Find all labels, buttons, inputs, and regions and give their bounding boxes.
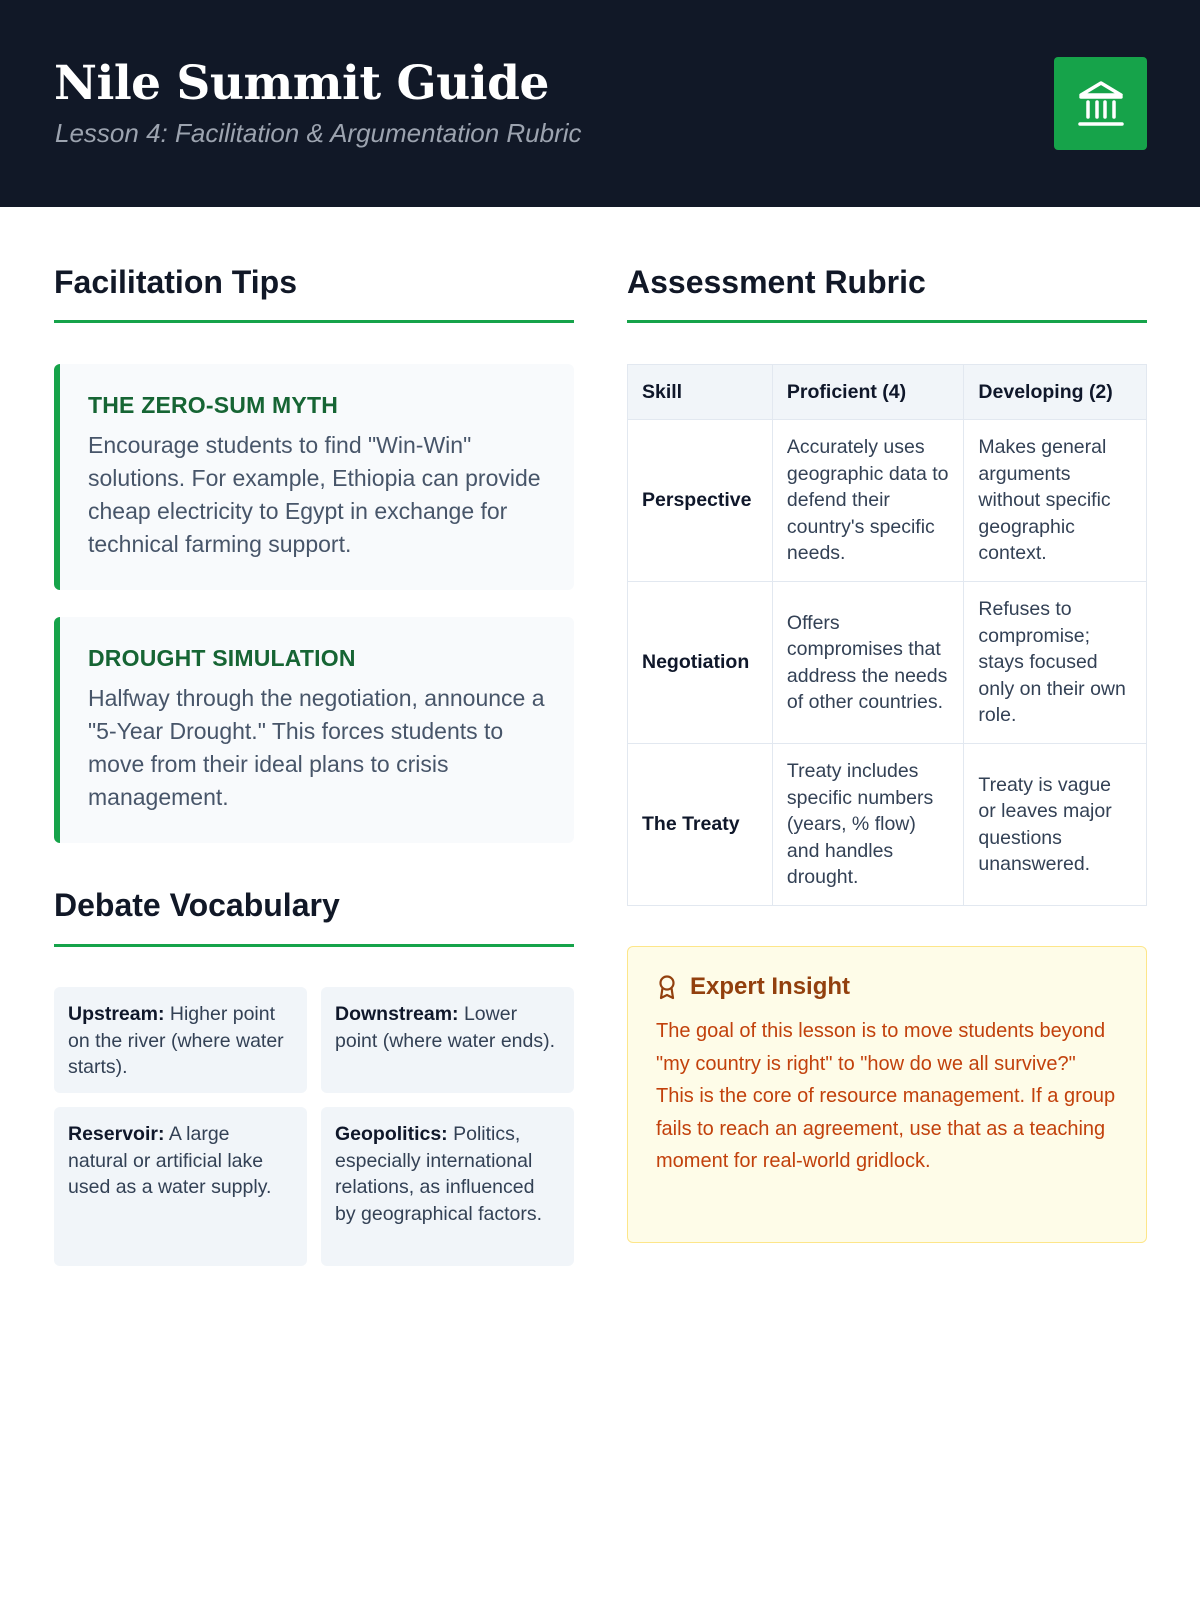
- landmark-icon: [1077, 79, 1125, 129]
- skill-cell: Negotiation: [628, 582, 773, 744]
- vocab-term: Geopolitics:: [335, 1123, 448, 1145]
- vocab-term: Downstream:: [335, 1003, 459, 1025]
- table-row: [628, 744, 1147, 906]
- proficient-cell: Accurately uses geographic data to defend their country's specific needs.: [772, 420, 964, 582]
- skill-cell: Perspective: [628, 420, 773, 582]
- debate-vocabulary-heading: Debate Vocabulary: [54, 887, 340, 923]
- vocab-term: Upstream:: [68, 1003, 165, 1025]
- developing-cell: Makes general arguments without specific geographic context.: [964, 420, 1147, 582]
- column-header-proficient: Proficient (4): [772, 365, 964, 420]
- page-title: Nile Summit Guide: [54, 56, 549, 111]
- table-row: [628, 420, 1147, 582]
- tip-card-drought: [54, 617, 574, 843]
- insight-title: Expert Insight: [690, 973, 851, 1000]
- table-row: [628, 582, 1147, 744]
- tip-body: Encourage students to find "Win-Win" solutions. For example, Ethiopia can provide cheap electricity to Egypt in exchange for technical farming support.: [88, 432, 541, 557]
- column-header-developing: Developing (2): [964, 365, 1147, 420]
- page-subtitle: Lesson 4: Facilitation & Argumentation Rubric: [55, 118, 582, 148]
- award-icon: [656, 974, 678, 1000]
- vocab-card-geopolitics: [321, 1107, 574, 1266]
- facilitation-tips-heading: Facilitation Tips: [54, 264, 297, 300]
- landmark-logo: [1054, 57, 1147, 150]
- proficient-cell: Treaty includes specific numbers (years, % flow) and handles drought.: [772, 744, 964, 906]
- insight-body: The goal of this lesson is to move students beyond "my country is right" to "how do we all survive?" This is the core of resource management. If a group fails to reach an agreement, use that as a teaching moment for real-world gridlock.: [656, 1020, 1116, 1172]
- tip-card-zero-sum: [54, 364, 574, 590]
- vocab-card-upstream: [54, 987, 307, 1093]
- section-divider: [627, 320, 1147, 323]
- skill-cell: The Treaty: [628, 744, 773, 906]
- table-header-row: [628, 365, 1147, 420]
- vocab-definition: A large natural or artificial lake used as a water supply.: [68, 1123, 272, 1198]
- expert-insight-callout: [627, 946, 1147, 1243]
- section-divider: [54, 944, 574, 947]
- tip-title: DROUGHT SIMULATION: [88, 645, 356, 671]
- vocab-definition: Lower point (where water ends).: [335, 1003, 556, 1052]
- assessment-rubric-heading: Assessment Rubric: [627, 264, 926, 300]
- developing-cell: Refuses to compromise; stays focused only on their own role.: [964, 582, 1147, 744]
- developing-cell: Treaty is vague or leaves major questions unanswered.: [964, 744, 1147, 906]
- vocab-card-reservoir: [54, 1107, 307, 1266]
- tip-title: THE ZERO-SUM MYTH: [88, 392, 338, 418]
- column-header-skill: Skill: [628, 365, 773, 420]
- vocab-definition: Politics, especially international relations, as influenced by geographical factors.: [335, 1123, 543, 1225]
- vocab-card-downstream: [321, 987, 574, 1093]
- vocab-term: Reservoir:: [68, 1123, 165, 1145]
- tip-body: Halfway through the negotiation, announce a "5-Year Drought." This forces students to move from their ideal plans to crisis management.: [88, 685, 545, 810]
- proficient-cell: Offers compromises that address the needs of other countries.: [772, 582, 964, 744]
- section-divider: [54, 320, 574, 323]
- rubric-table: [627, 364, 1147, 906]
- vocab-definition: Higher point on the river (where water starts).: [68, 1003, 284, 1078]
- page-header: [0, 0, 1200, 207]
